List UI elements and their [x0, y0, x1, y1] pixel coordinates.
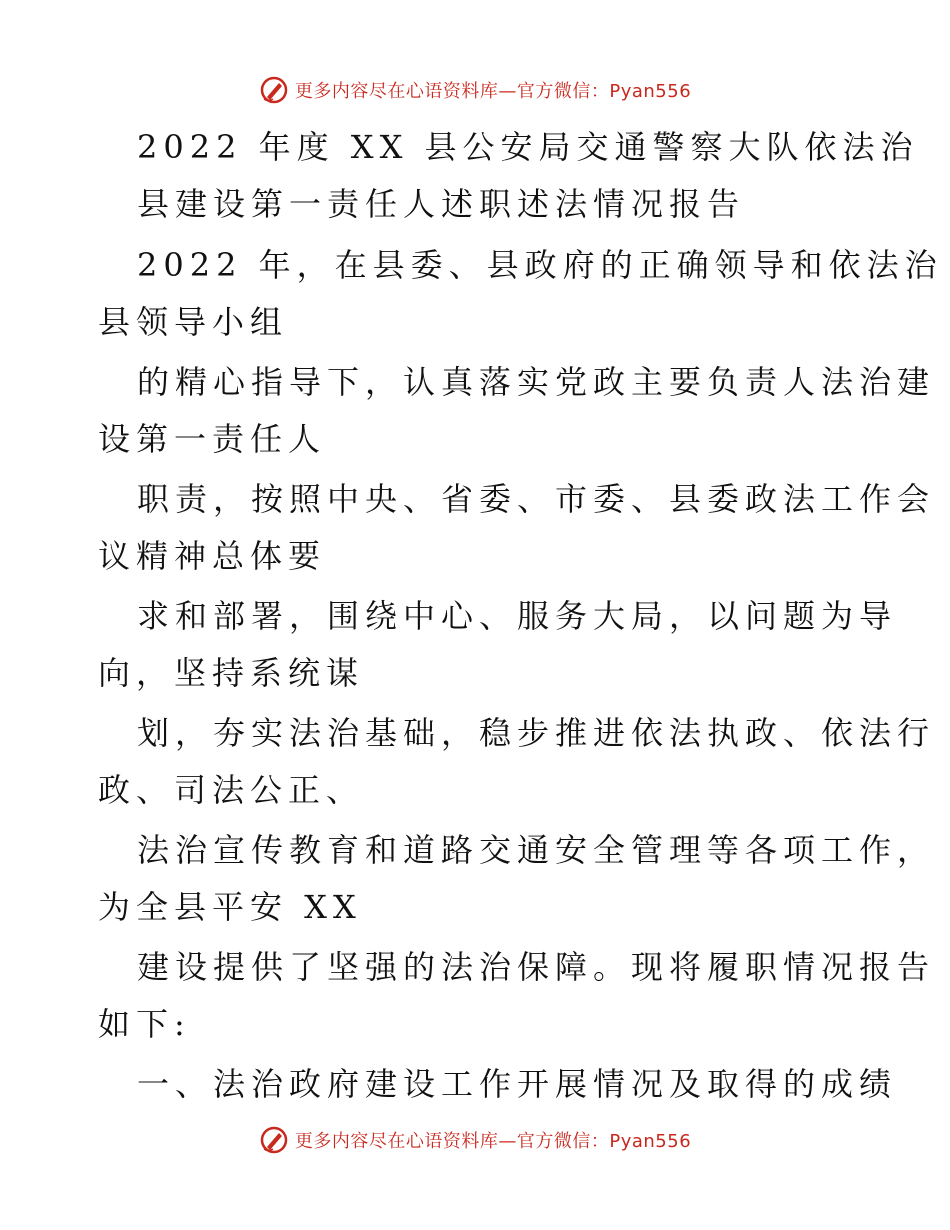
watermark-main-text: 更多内容尽在心语资料库 — [294, 1131, 499, 1152]
pen-circle-logo-icon — [259, 1125, 289, 1155]
paragraph-line: 建设提供了坚强的法治保障。现将履职情况报告 — [137, 948, 936, 986]
watermark-dash: — — [498, 81, 517, 102]
pen-circle-logo-icon — [259, 75, 289, 105]
paragraph-line: 如下: — [98, 1005, 191, 1043]
paragraph-line: 划，夯实法治基础，稳步推进依法执政、依法行 — [137, 714, 936, 752]
watermark-main-text: 更多内容尽在心语资料库 — [294, 81, 499, 102]
paragraph-line: 的精心指导下，认真落实党政主要负责人法治建 — [137, 363, 936, 401]
paragraph-line: 为全县平安 XX — [98, 888, 362, 926]
paragraph-line: 议精神总体要 — [98, 537, 327, 575]
section-heading: 一、法治政府建设工作开展情况及取得的成绩 — [137, 1065, 898, 1103]
paragraph-line: 职责，按照中央、省委、市委、县委政法工作会 — [137, 480, 936, 518]
paragraph-line: 政、司法公正、 — [98, 771, 365, 809]
paragraph-line: 县领导小组 — [98, 303, 289, 341]
watermark-sub-text: 官方微信：Pyan556 — [516, 1131, 692, 1152]
paragraph-line: 设第一责任人 — [98, 420, 327, 458]
paragraph-line: 求和部署，围绕中心、服务大局，以问题为导 — [137, 597, 898, 635]
watermark-sub-text: 官方微信：Pyan556 — [516, 81, 692, 102]
paragraph-line: 2022 年，在县委、县政府的正确领导和依法治 — [137, 246, 943, 284]
watermark-dash: — — [498, 1131, 517, 1152]
header-watermark — [0, 70, 950, 110]
paragraph-line: 向，坚持系统谋 — [98, 654, 365, 692]
title-line-2: 县建设第一责任人述职述法情况报告 — [137, 185, 746, 223]
title-line-1: 2022 年度 XX 县公安局交通警察大队依法治 — [137, 128, 919, 166]
footer-watermark — [0, 1120, 950, 1160]
paragraph-line: 法治宣传教育和道路交通安全管理等各项工作， — [137, 831, 936, 869]
